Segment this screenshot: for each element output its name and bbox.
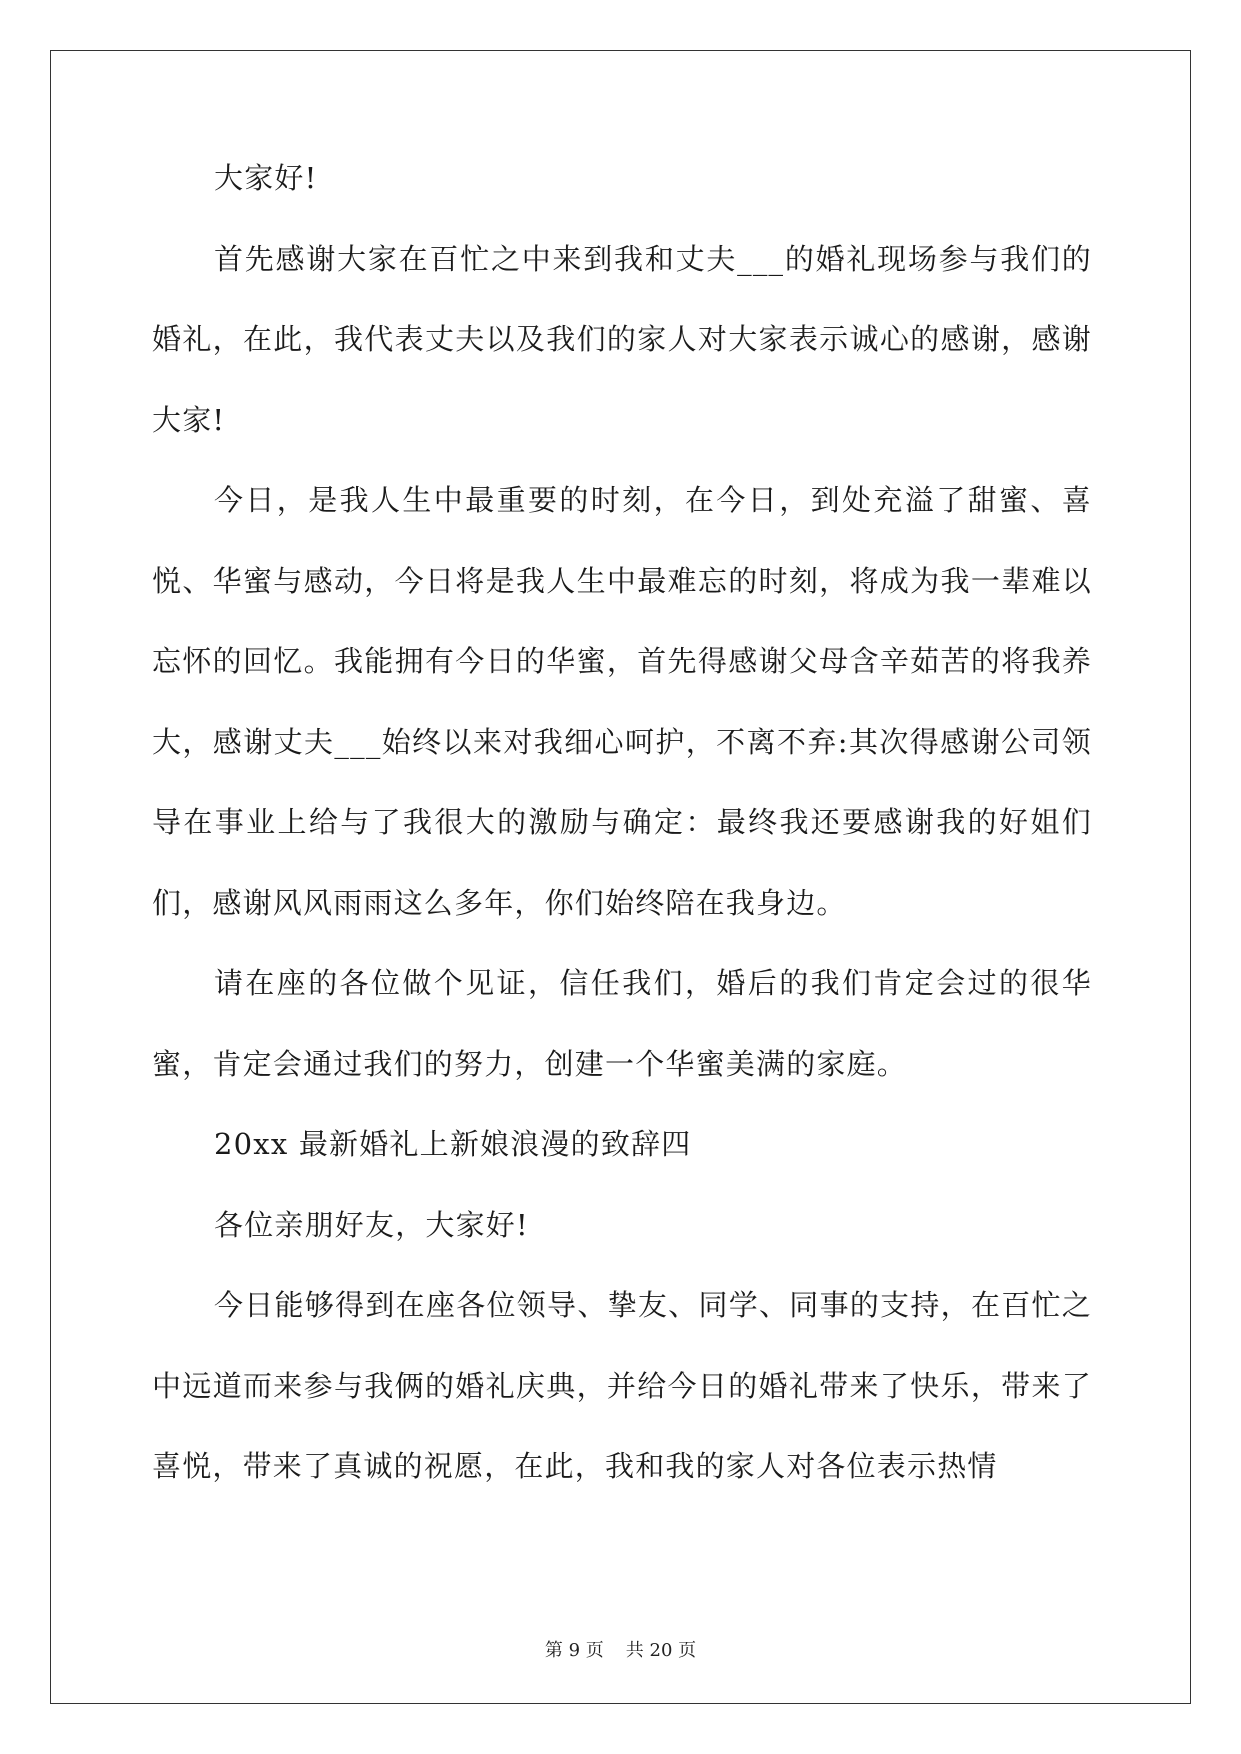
paragraph-today: 今日，是我人生中最重要的时刻，在今日，到处充溢了甜蜜、喜悦、华蜜与感动，今日将是我人生中最难忘的时刻，将成为我一辈难以忘怀的回忆。我能拥有今日的华蜜，首先得感谢父母含辛茹苦的将我养大，感谢丈夫___始终以来对我细心呵护，不离不弃:其次得感谢公司领导在事业上给与了我很大的激励与确定：最终我还要感谢我的好姐们们，感谢风风雨雨这么多年，你们始终陪在我身边。	[152, 483, 1092, 920]
document-body	[152, 162, 1092, 1507]
paragraph-greeting: 大家好!	[214, 161, 318, 195]
section-heading: 20xx 最新婚礼上新娘浪漫的致辞四	[214, 1127, 692, 1161]
paragraph-support: 今日能够得到在座各位领导、挚友、同学、同事的支持，在百忙之中远道而来参与我俩的婚礼庆典，并给今日的婚礼带来了快乐，带来了喜悦，带来了真诚的祝愿，在此，我和我的家人对各位表示热情	[152, 1288, 1092, 1483]
page-footer	[0, 1636, 1241, 1662]
paragraph-greeting-2: 各位亲朋好友，大家好!	[214, 1207, 529, 1242]
paragraph-thanks: 首先感谢大家在百忙之中来到我和丈夫___的婚礼现场参与我们的婚礼，在此，我代表丈夫以及我们的家人对大家表示诚心的感谢，感谢大家!	[152, 241, 1092, 437]
total-pages-label: 共 20 页	[625, 1640, 697, 1661]
paragraph-witness: 请在座的各位做个见证，信任我们，婚后的我们肯定会过的很华蜜，肯定会通过我们的努力，创建一个华蜜美满的家庭。	[152, 966, 1092, 1081]
current-page-label: 第 9 页	[544, 1640, 604, 1661]
